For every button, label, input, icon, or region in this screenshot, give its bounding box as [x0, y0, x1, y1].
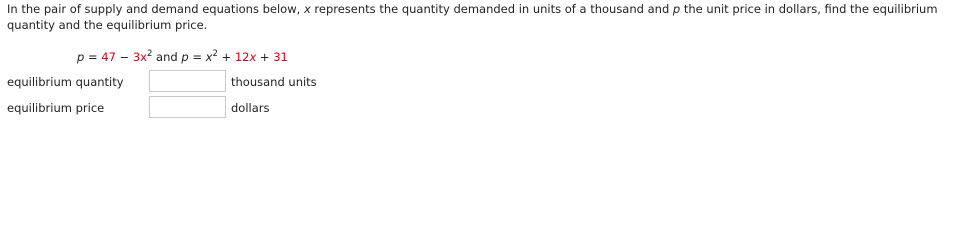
- variable-x: x: [303, 2, 311, 16]
- problem-text-part2: represents the quantity demanded in units of a thousand and: [310, 2, 673, 16]
- eq-constant-31: 31: [273, 50, 288, 64]
- eq-term-x: x: [205, 50, 213, 64]
- equilibrium-price-row: [7, 96, 607, 120]
- eq-exponent-1: 2: [146, 49, 153, 59]
- eq-var-x: x: [249, 50, 257, 64]
- problem-text-part3: the unit price in dollars, find the equilibrium quantity and the equilibrium price.: [7, 2, 938, 32]
- price-unit-label: dollars: [231, 101, 270, 115]
- equilibrium-quantity-row: [7, 70, 607, 94]
- supply-demand-equations: [77, 49, 288, 65]
- equilibrium-price-label: equilibrium price: [7, 101, 105, 115]
- variable-p: p: [672, 2, 681, 16]
- eq-exponent-2: 2: [212, 49, 218, 59]
- equilibrium-price-input[interactable]: [149, 96, 226, 118]
- equilibrium-quantity-label: equilibrium quantity: [7, 75, 124, 89]
- eq-lhs-p1: p: [77, 50, 85, 64]
- eq-term-3x: 3x: [132, 50, 147, 64]
- eq-plus-2: +: [256, 50, 274, 64]
- eq-constant-47: 47: [101, 50, 116, 64]
- eq-and: and: [152, 50, 182, 64]
- quantity-unit-label: thousand units: [231, 75, 317, 89]
- problem-text-part1: In the pair of supply and demand equations below,: [7, 2, 304, 16]
- eq-plus-1: +: [217, 50, 235, 64]
- equilibrium-quantity-input[interactable]: [149, 70, 226, 92]
- eq-minus: −: [115, 50, 133, 64]
- eq-equals-2: =: [188, 50, 206, 64]
- problem-statement: [7, 2, 969, 33]
- eq-equals-1: =: [84, 50, 102, 64]
- eq-coef-12: 12: [234, 50, 250, 64]
- eq-lhs-p2: p: [181, 50, 189, 64]
